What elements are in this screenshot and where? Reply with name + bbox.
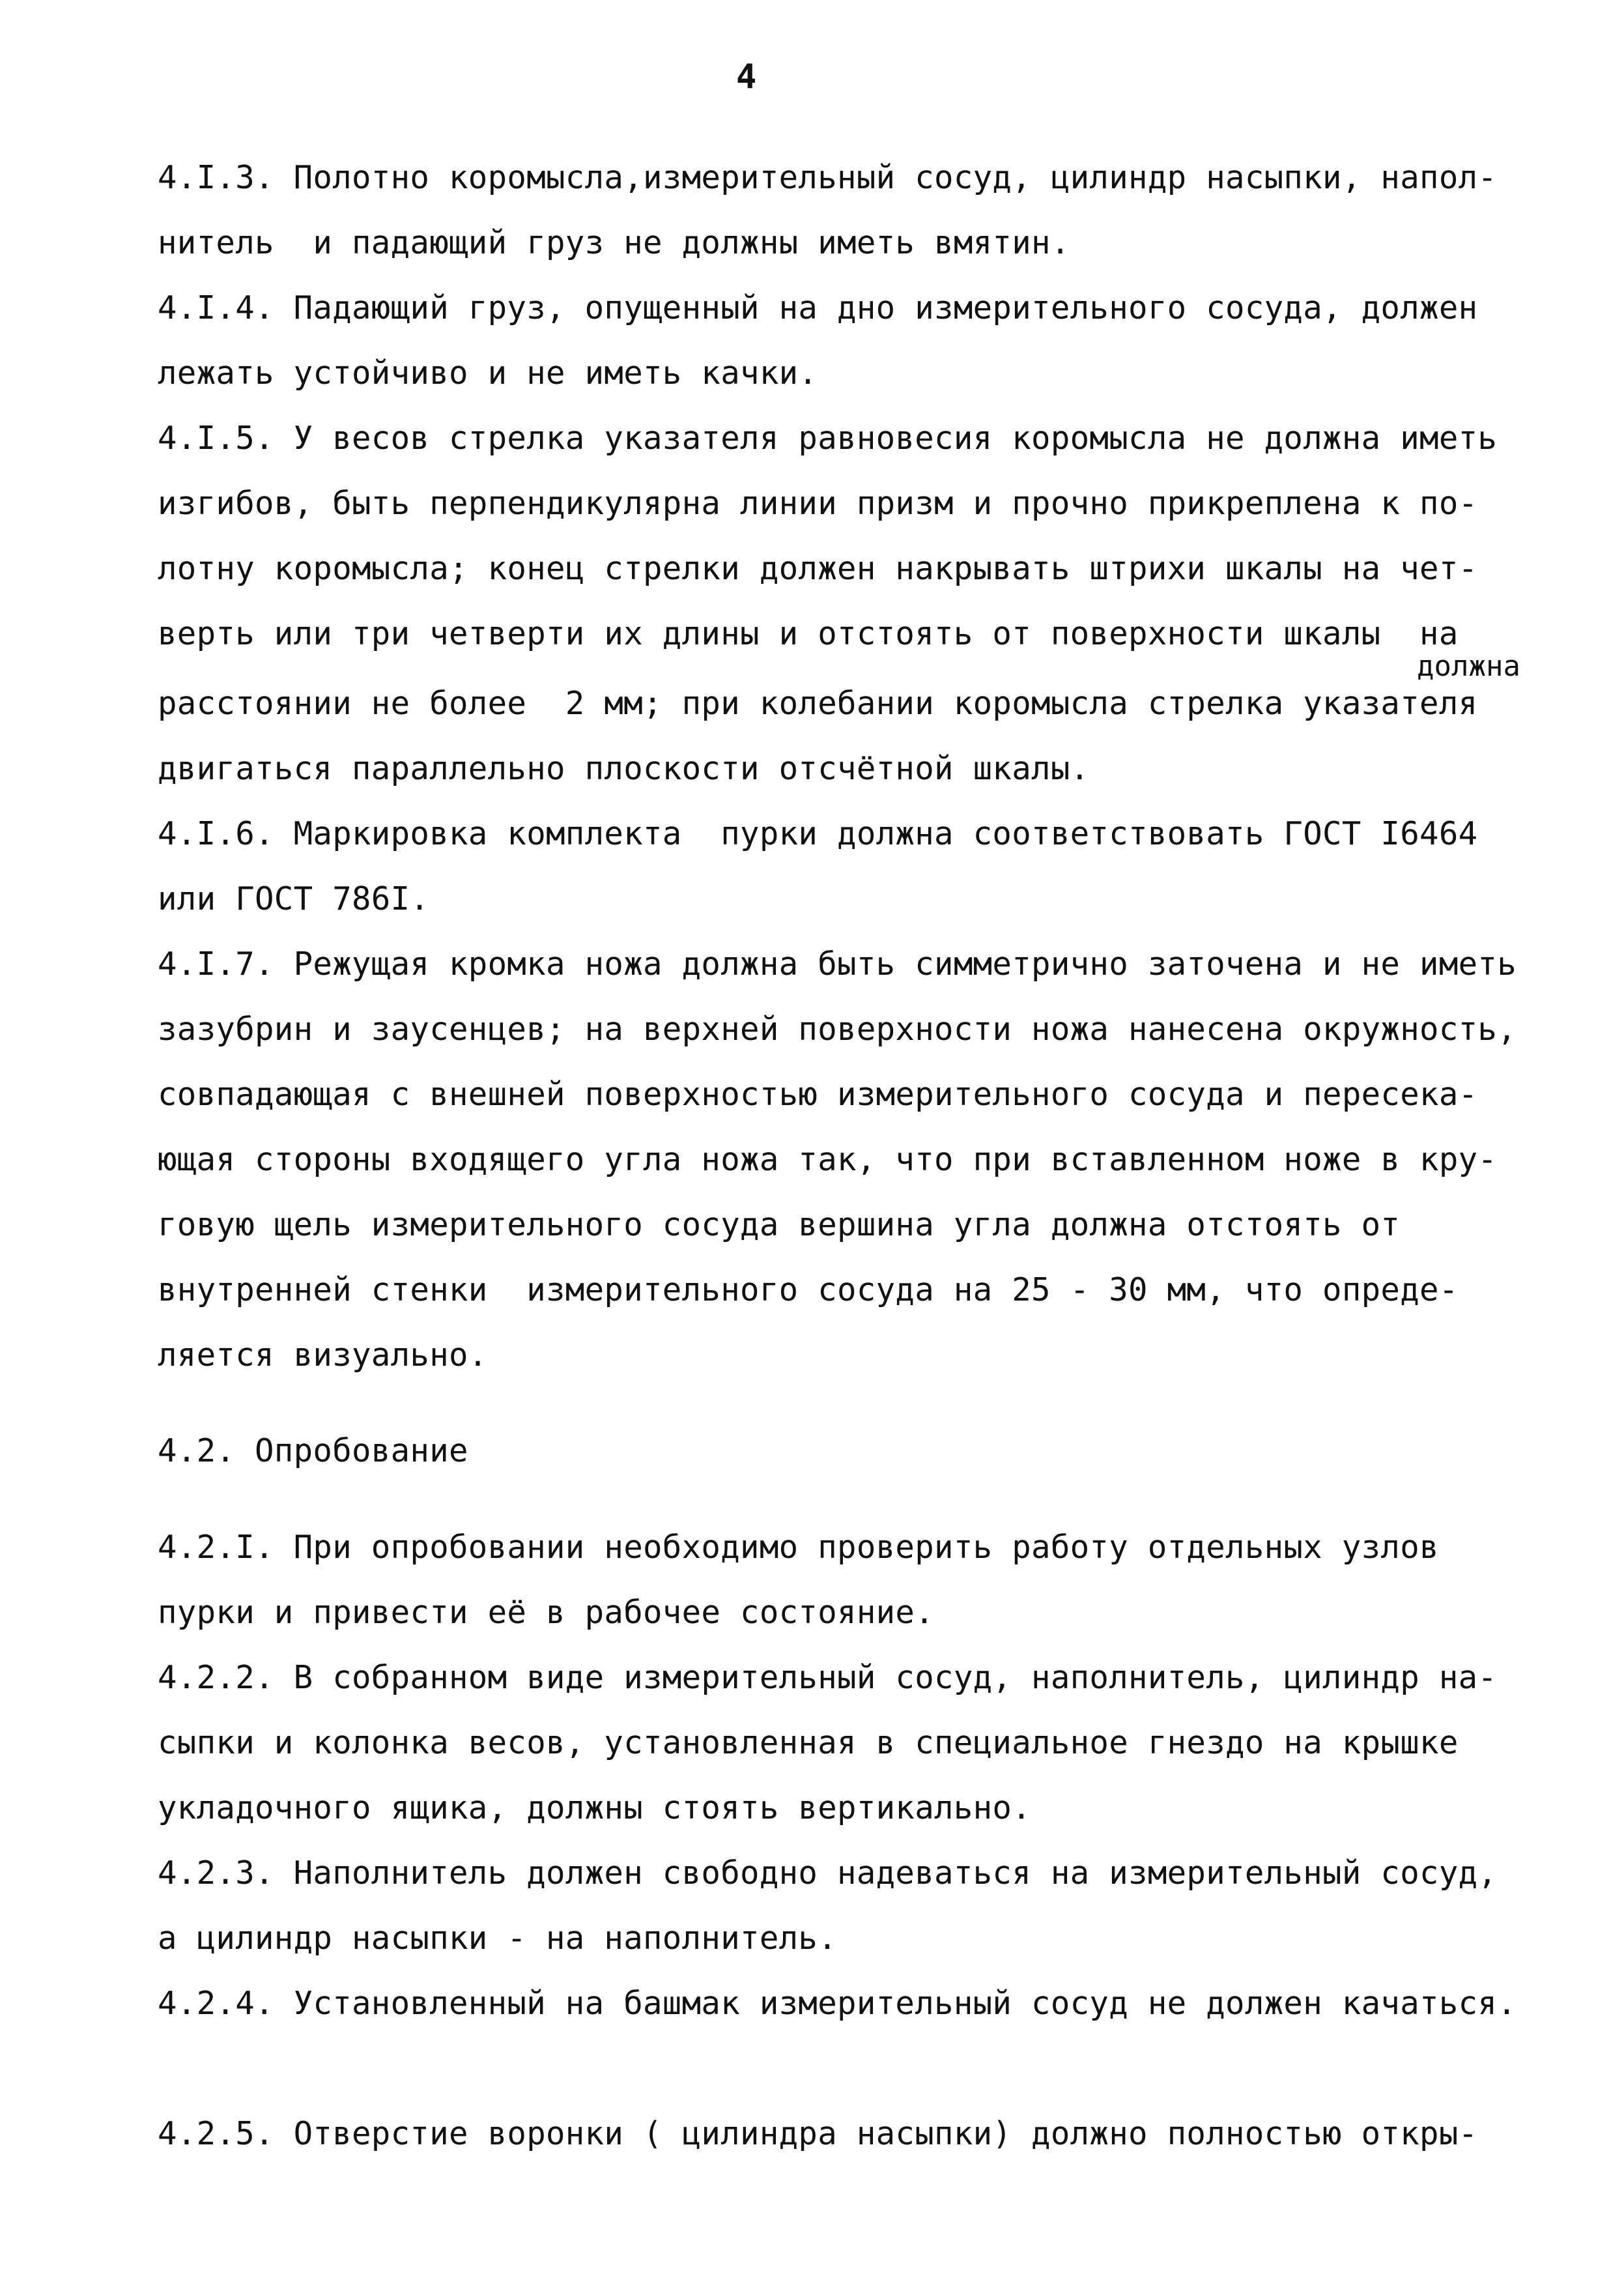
text-line: двигаться параллельно плоскости отсчётной шкалы. (158, 750, 1090, 787)
handwritten-insertion: должна (1417, 650, 1520, 683)
text-line: 4.I.3. Полотно коромысла,измерительный сосуд, цилиндр насыпки, напол- (158, 159, 1498, 196)
text-line: расстоянии не более 2 мм; при колебании коромысла стрелка указателя (158, 685, 1478, 722)
text-line: 4.2.4. Установленный на башмак измерительный сосуд не должен качаться. (158, 1985, 1517, 2022)
text-line: 4.I.6. Маркировка комплекта пурки должна соответствовать ГОСТ I6464 (158, 815, 1478, 852)
text-line: верть или три четверти их длины и отстоять от поверхности шкалы на (158, 615, 1459, 652)
text-line: ющая стороны входящего угла ножа так, что при вставленном ноже в кру- (158, 1141, 1498, 1178)
text-line: пурки и привести её в рабочее состояние. (158, 1594, 935, 1631)
text-line: 4.2.I. При опробовании необходимо проверить работу отдельных узлов (158, 1529, 1439, 1566)
text-line: или ГОСТ 786I. (158, 880, 430, 917)
text-line: 4.2.5. Отверстие воронки ( цилиндра насыпки) должно полностью откры- (158, 2115, 1478, 2152)
text-line: 4.2.2. В собранном виде измерительный сосуд, наполнитель, цилиндр на- (158, 1659, 1498, 1696)
text-line: лотну коромысла; конец стрелки должен накрывать штрихи шкалы на чет- (158, 550, 1478, 587)
text-line: сыпки и колонка весов, установленная в специальное гнездо на крышке (158, 1724, 1459, 1761)
text-line: говую щель измерительного сосуда вершина угла должна отстоять от (158, 1206, 1401, 1243)
text-line: 4.I.4. Падающий груз, опущенный на дно измерительного сосуда, должен (158, 289, 1478, 326)
text-line: 4.2.3. Наполнитель должен свободно надеваться на измерительный сосуд, (158, 1854, 1498, 1892)
text-line: изгибов, быть перпендикулярна линии призм и прочно прикреплена к по- (158, 485, 1478, 522)
text-line: совпадающая с внешней поверхностью измерительного сосуда и пересека- (158, 1076, 1478, 1113)
page-number: 4 (736, 57, 757, 96)
text-line: 4.I.7. Режущая кромка ножа должна быть симметрично заточена и не иметь (158, 945, 1517, 983)
text-line: а цилиндр насыпки - на наполнитель. (158, 1920, 838, 1957)
text-line: внутренней стенки измерительного сосуда на 25 - 30 мм, что опреде- (158, 1271, 1459, 1308)
text-line: укладочного ящика, должны стоять вертикально. (158, 1789, 1032, 1826)
text-line: зазубрин и заусенцев; на верхней поверхности ножа нанесена окружность, (158, 1011, 1517, 1048)
text-line: лежать устойчиво и не иметь качки. (158, 354, 818, 392)
text-line: ляется визуально. (158, 1336, 488, 1374)
text-line: нитель и падающий груз не должны иметь вмятин. (158, 224, 1070, 261)
section-heading: 4.2. Опробование (158, 1432, 468, 1469)
text-line: 4.I.5. У весов стрелка указателя равновесия коромысла не должна иметь (158, 420, 1498, 457)
